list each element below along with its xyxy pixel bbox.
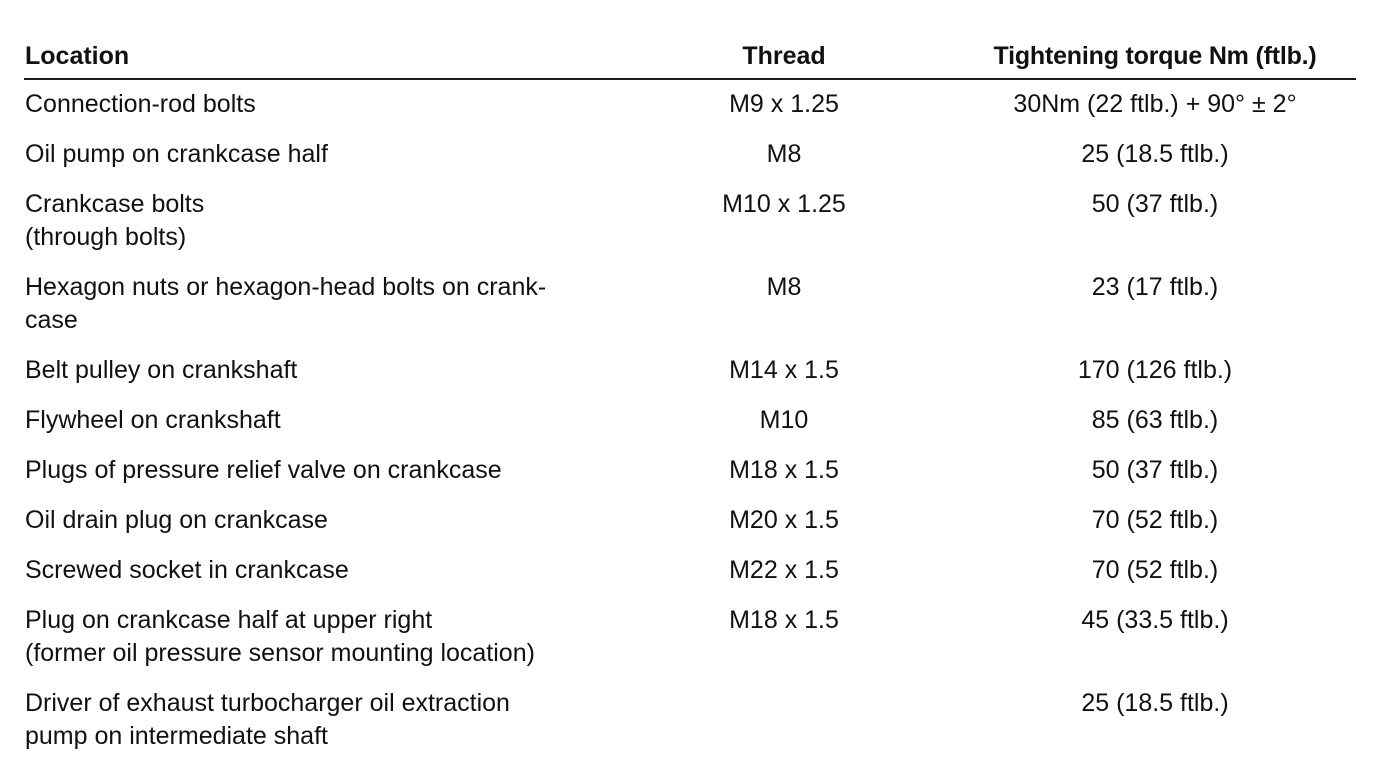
table-row (24, 546, 1356, 596)
location-line: Hexagon nuts or hexagon-head bolts on crank- (25, 273, 547, 301)
cell-location (24, 138, 614, 171)
torque-table (24, 34, 1356, 762)
table-row (24, 679, 1356, 762)
table-row (24, 496, 1356, 546)
location-line: case (25, 306, 78, 334)
cell-location (24, 271, 614, 337)
cell-location (24, 687, 614, 753)
location-line: Plugs of pressure relief valve on crankcase (25, 456, 502, 484)
location-line: Connection-rod bolts (25, 90, 256, 118)
cell-torque: 25 (18.5 ftlb.) (1081, 140, 1229, 168)
cell-torque: 170 (126 ftlb.) (1077, 356, 1233, 384)
location-line: Oil drain plug on crankcase (25, 506, 328, 534)
cell-torque: 25 (18.5 ftlb.) (1081, 689, 1229, 717)
cell-location (24, 604, 614, 670)
cell-torque: 45 (33.5 ftlb.) (1081, 606, 1229, 634)
cell-thread: M8 (766, 273, 802, 301)
cell-location (24, 88, 614, 121)
cell-location (24, 404, 614, 437)
header-location: Location (25, 41, 130, 70)
header-thread: Thread (742, 41, 826, 70)
cell-thread: M8 (766, 140, 802, 168)
cell-thread: M10 x 1.25 (722, 190, 846, 218)
header-torque: Tightening torque Nm (ftlb.) (993, 41, 1317, 70)
location-line: Flywheel on crankshaft (25, 406, 281, 434)
cell-thread: M18 x 1.5 (729, 606, 839, 634)
cell-torque: 50 (37 ftlb.) (1091, 190, 1219, 218)
table-row (24, 446, 1356, 496)
cell-torque: 70 (52 ftlb.) (1091, 506, 1219, 534)
cell-torque: 50 (37 ftlb.) (1091, 456, 1219, 484)
cell-thread: M22 x 1.5 (729, 556, 839, 584)
location-line: (former oil pressure sensor mounting location) (25, 639, 535, 667)
cell-torque: 30Nm (22 ftlb.) + 90° ± 2° (1013, 90, 1297, 118)
location-line: pump on intermediate shaft (25, 722, 328, 750)
table-row (24, 596, 1356, 679)
location-line: Belt pulley on crankshaft (25, 356, 298, 384)
location-line: (through bolts) (25, 223, 187, 251)
cell-location (24, 504, 614, 537)
cell-torque: 23 (17 ftlb.) (1091, 273, 1219, 301)
cell-torque: 70 (52 ftlb.) (1091, 556, 1219, 584)
cell-torque: 85 (63 ftlb.) (1091, 406, 1219, 434)
table-body (24, 80, 1356, 762)
location-line: Oil pump on crankcase half (25, 140, 328, 168)
cell-thread: M9 x 1.25 (729, 90, 839, 118)
location-line: Plug on crankcase half at upper right (25, 606, 433, 634)
table-row (24, 346, 1356, 396)
cell-location (24, 354, 614, 387)
table-row (24, 180, 1356, 263)
location-line: Driver of exhaust turbocharger oil extraction (25, 689, 510, 717)
cell-thread: M14 x 1.5 (729, 356, 839, 384)
table-header (24, 34, 1356, 80)
table-row (24, 80, 1356, 130)
cell-location (24, 188, 614, 254)
location-line: Crankcase bolts (25, 190, 205, 218)
cell-thread: M10 (759, 406, 809, 434)
cell-thread: M18 x 1.5 (729, 456, 839, 484)
cell-location (24, 454, 614, 487)
table-row (24, 263, 1356, 346)
table-row (24, 396, 1356, 446)
cell-location (24, 554, 614, 587)
table-row (24, 130, 1356, 180)
cell-thread: M20 x 1.5 (729, 506, 839, 534)
location-line: Screwed socket in crankcase (25, 556, 349, 584)
